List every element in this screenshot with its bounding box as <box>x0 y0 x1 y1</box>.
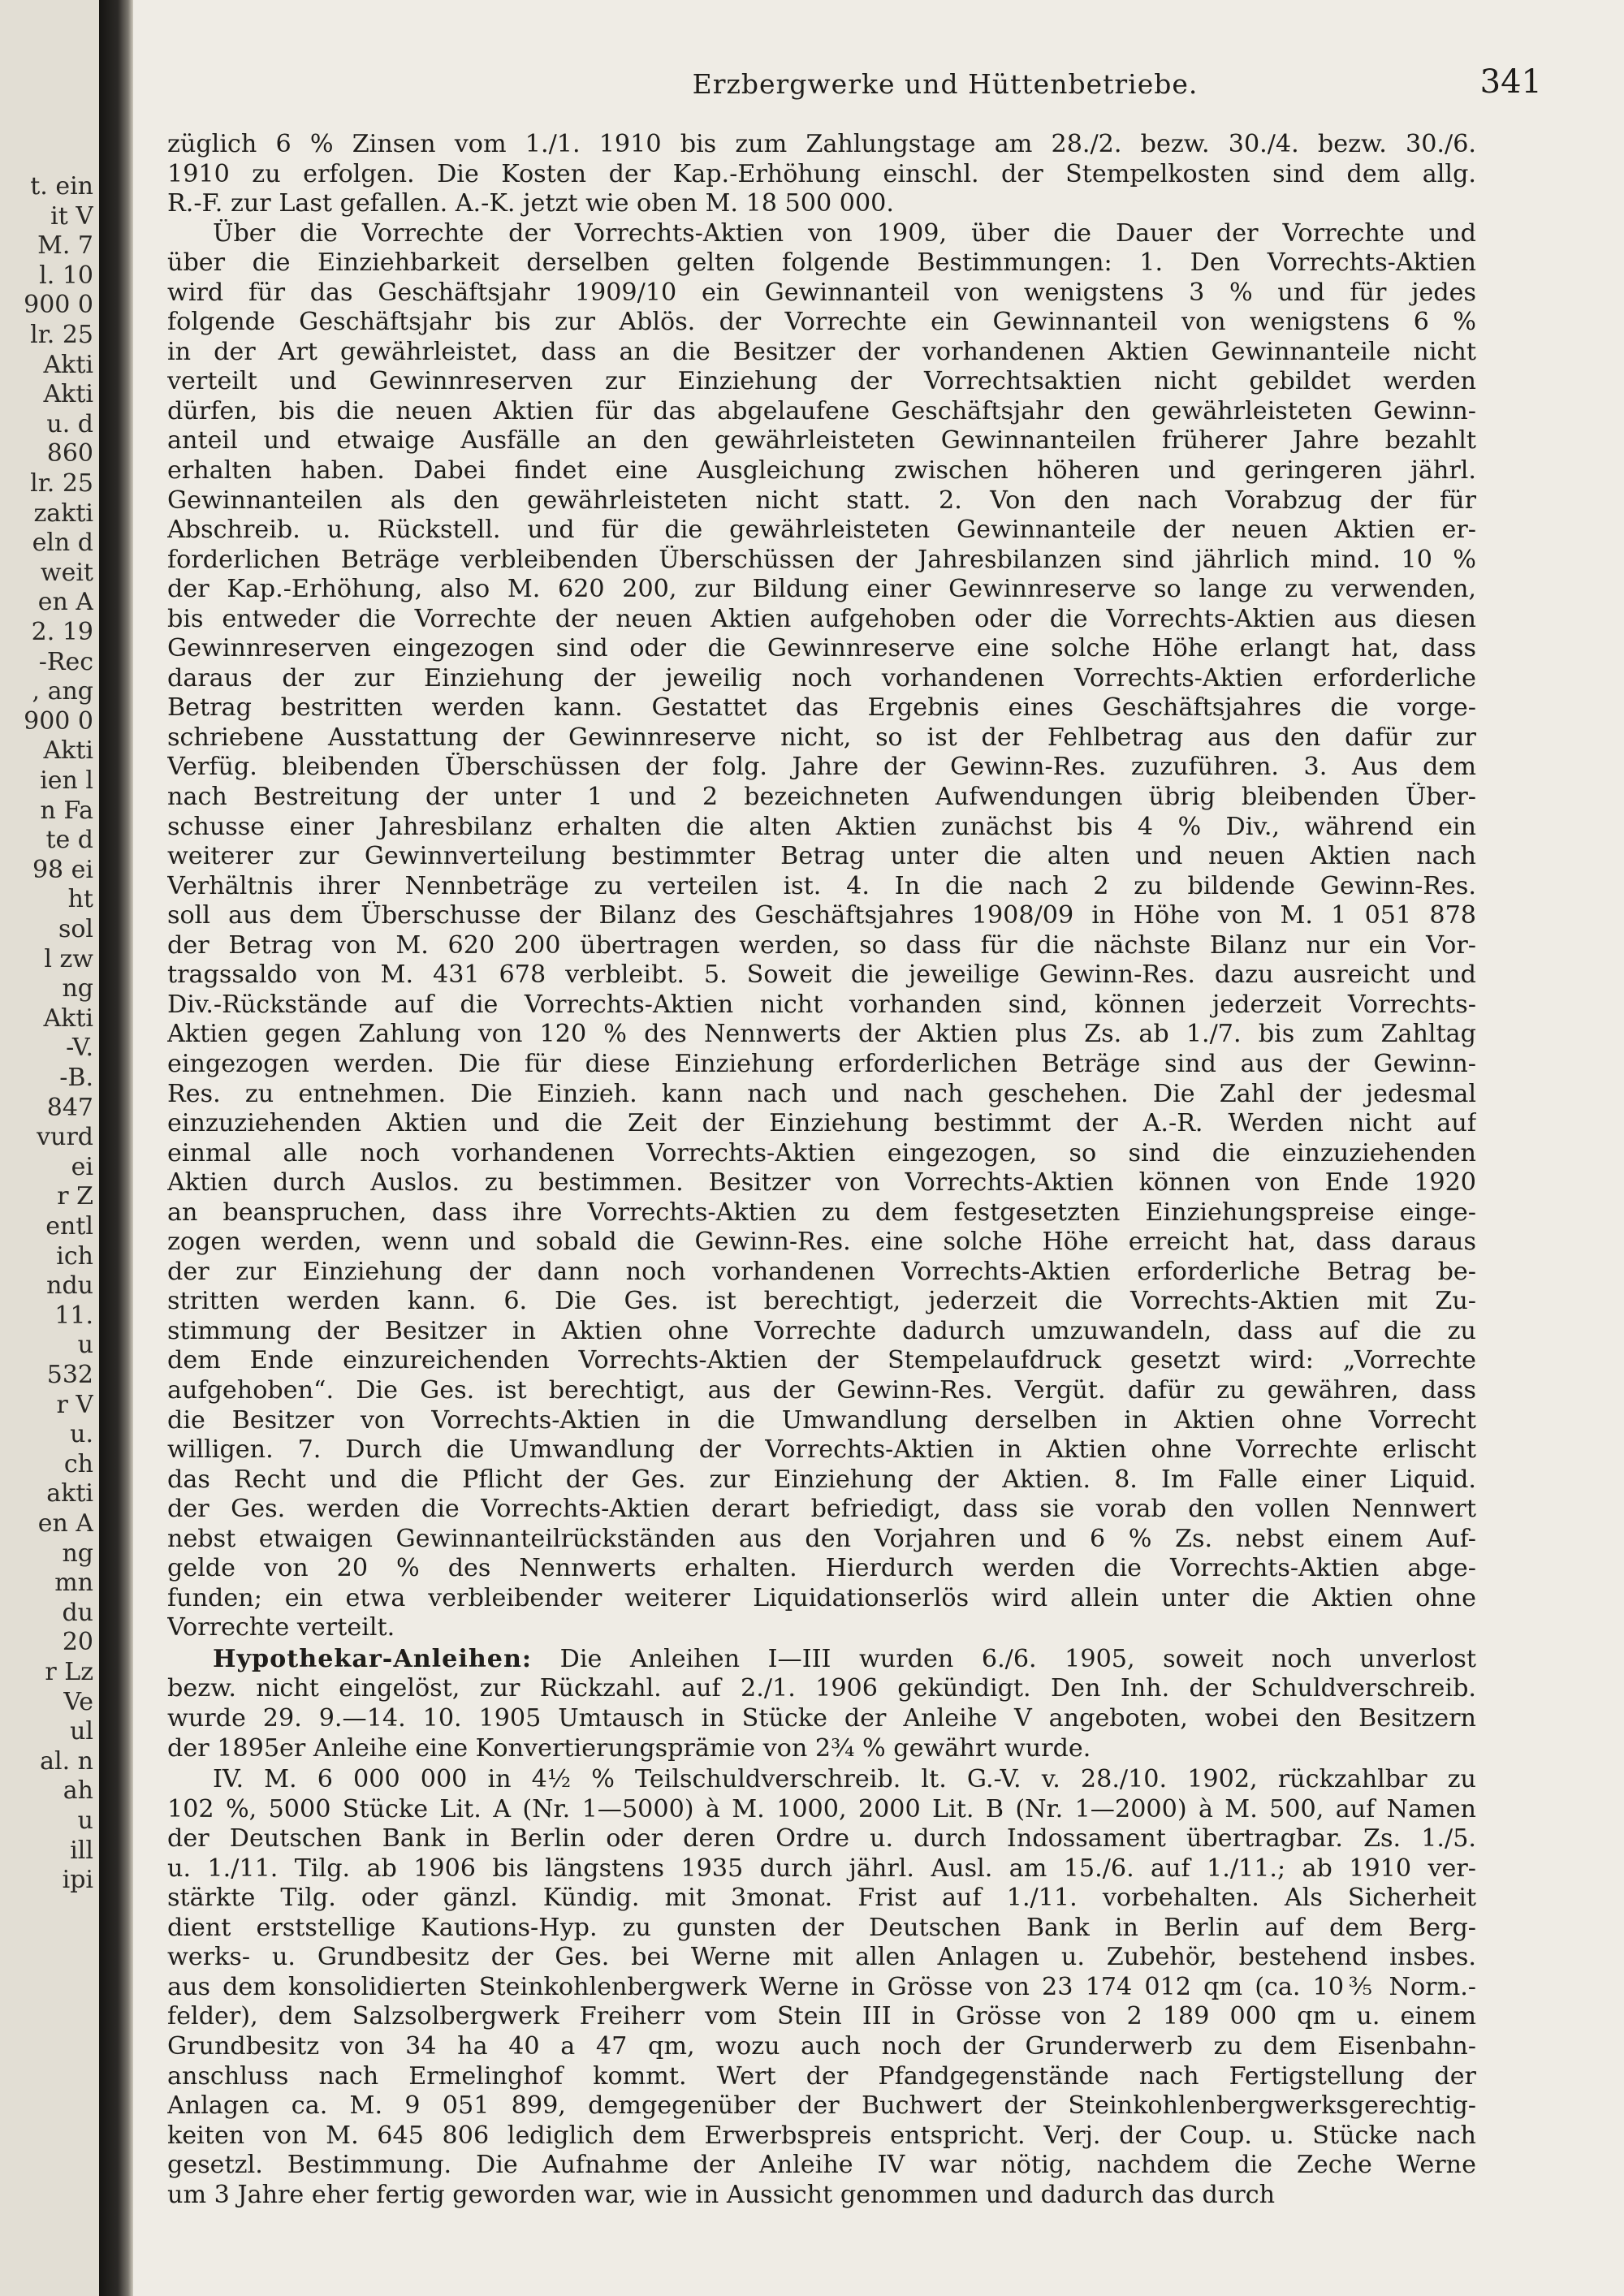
text-line: nebst etwaigen Gewinnanteilrückständen aus den Vorjahren und 6 % Zs. nebst einem Auf- <box>167 1524 1476 1553</box>
text-line: verteilt und Gewinnreserven zur Einziehung der Vorrechtsaktien nicht gebildet werden <box>167 367 1476 396</box>
text-line: stärkte Tilg. oder gänzl. Kündig. mit 3monat. Frist auf 1./11. vorbehalten. Als Sicherheit <box>167 1884 1476 1913</box>
paragraph-preferred-shares <box>167 219 1476 1643</box>
text-line: Aktien gegen Zahlung von 120 % des Nennwerts der Aktien plus Zs. ab 1./7. bis zum Zahltag <box>167 1020 1476 1049</box>
facing-page-fragment: en A <box>37 1509 93 1538</box>
text-line: aus dem konsolidierten Steinkohlenbergwerk Werne in Grösse von 23 174 012 qm (ca. 10⅗ Norm.- <box>167 1972 1476 2001</box>
text-line: der zur Einziehung der dann noch vorhandenen Vorrechts-Aktien erforderliche Betrag be- <box>167 1257 1476 1286</box>
facing-page-fragment: r Z <box>57 1182 93 1211</box>
facing-page-fragment: -Rec <box>38 647 93 676</box>
text-line: schusse einer Jahresbilanz erhalten die alten Aktien zunächst bis 4 % Div., während ein <box>167 812 1476 841</box>
facing-page-fragment: ng <box>62 974 93 1003</box>
text-line: weiterer zur Gewinnverteilung bestimmter Betrag unter die alten und neuen Aktien nach <box>167 842 1476 871</box>
text-line: bis entweder die Vorrechte der neuen Aktien aufgehoben oder die Vorrechts-Aktien aus diesen <box>167 604 1476 633</box>
text-line: gesetzl. Bestimmung. Die Aufnahme der Anleihe IV war nötig, nachdem die Zeche Werne <box>167 2151 1476 2180</box>
left-page-margin <box>0 0 99 2296</box>
text-line: der Betrag von M. 620 200 übertragen werden, so dass für die nächste Bilanz nur ein Vor- <box>167 930 1476 960</box>
text-line: daraus der zur Einziehung der jeweilig noch vorhandenen Vorrechts-Aktien erforderliche <box>167 663 1476 693</box>
facing-page-fragment: te d <box>45 826 93 855</box>
facing-page-fragment: 860 <box>46 439 93 468</box>
facing-page-fragment: 11. <box>54 1301 93 1330</box>
facing-page-fragment: weit <box>40 558 93 587</box>
facing-page-fragment: r Lz <box>45 1658 93 1686</box>
facing-page-fragment: u <box>77 1806 93 1835</box>
text-line: Div.-Rückstände auf die Vorrechts-Aktien nicht vorhanden sind, können jederzeit Vorrechts- <box>167 990 1476 1019</box>
text-line: einzuziehenden Aktien und die Zeit der Einziehung bestimmt der A.-R. Werden nicht auf <box>167 1109 1476 1138</box>
book-gutter <box>99 0 133 2296</box>
text-line: u. 1./11. Tilg. ab 1906 bis längstens 1935 durch jährl. Ausl. am 15./6. auf 1./11.; ab 1910 ver- <box>167 1854 1476 1883</box>
text-line: die Besitzer von Vorrechts-Aktien in die Umwandlung derselben in Aktien ohne Vorrecht <box>167 1405 1476 1435</box>
page-number: 341 <box>1479 63 1542 101</box>
text-line: das Recht und die Pflicht der Ges. zur Einziehung der Aktien. 8. Im Falle einer Liquid. <box>167 1465 1476 1494</box>
facing-page-fragment: , ang <box>32 677 93 706</box>
text-line: dient erststellige Kautions-Hyp. zu gunsten der Deutschen Bank in Berlin auf dem Berg- <box>167 1913 1476 1942</box>
facing-page-fragment: 532 <box>46 1361 93 1389</box>
facing-page-fragment: Akti <box>43 736 93 766</box>
text-line: der Deutschen Bank in Berlin oder deren Ordre u. durch Indossament übertragbar. Zs. 1./5. <box>167 1824 1476 1854</box>
text-line: an beanspruchen, dass ihre Vorrechts-Aktien zu dem festgesetzten Einziehungspreise einge- <box>167 1198 1476 1227</box>
facing-page-fragment: l zw <box>44 944 93 973</box>
facing-page-fragment: ch <box>63 1449 93 1478</box>
text-line: aufgehoben“. Die Ges. ist berechtigt, aus der Gewinn-Res. Vergüt. dafür zu gewähren, dass <box>167 1375 1476 1405</box>
text-line: einmal alle noch vorhandenen Vorrechts-Aktien eingezogen, so sind die einzuziehenden <box>167 1138 1476 1167</box>
text-line: 1910 zu erfolgen. Die Kosten der Kap.-Erhöhung einschl. der Stempelkosten sind dem allg. <box>167 159 1476 188</box>
facing-page-fragment: ei <box>71 1152 93 1181</box>
facing-page-fragment: eln d <box>32 529 93 558</box>
facing-page-fragment: akti <box>46 1479 93 1508</box>
text-line: IV. M. 6 000 000 in 4½ % Teilschuldverschreib. lt. G.-V. v. 28./10. 1902, rückzahlbar zu <box>213 1765 1476 1794</box>
text-line-rest: Die Anleihen I—III wurden 6./6. 1905, soweit noch unverlost <box>559 1644 1476 1673</box>
facing-page-fragment: 900 0 <box>24 706 93 736</box>
facing-page-fragment: Ve <box>63 1687 93 1716</box>
text-line <box>167 1645 1476 1675</box>
facing-page-fragment: lr. 25 <box>30 469 93 498</box>
facing-page-fragment: 20 <box>62 1628 93 1657</box>
facing-page-fragment: mn <box>54 1569 93 1598</box>
facing-page-fragment: en A <box>37 588 93 617</box>
text-line: der Ges. werden die Vorrechts-Aktien derart befriedigt, dass sie vorab den vollen Nennwert <box>167 1495 1476 1524</box>
text-line: Gewinnreserven eingezogen sind oder die Gewinnreserve eine solche Höhe erlangt hat, dass <box>167 634 1476 663</box>
facing-page-fragment: n Fa <box>40 796 93 825</box>
facing-page-fragment: ipi <box>62 1866 93 1895</box>
facing-page-fragment: -V. <box>66 1034 93 1063</box>
text-line: Abschreib. u. Rückstell. und für die gewährleisteten Gewinnanteile der neuen Aktien er- <box>167 516 1476 545</box>
text-line: dürfen, bis die neuen Aktien für das abgelaufene Geschäftsjahr den gewährleisteten Gewinn- <box>167 396 1476 425</box>
text-line: R.-F. zur Last gefallen. A.-K. jetzt wie oben M. 18 500 000. <box>167 189 894 218</box>
text-line: zogen werden, wenn und sobald die Gewinn-Res. eine solche Höhe erreicht hat, dass daraus <box>167 1228 1476 1257</box>
text-line: Betrag bestritten werden kann. Gestattet das Ergebnis eines Geschäftsjahres die vorge- <box>167 693 1476 723</box>
text-line: gelde von 20 % des Nennwerts erhalten. Hierdurch werden die Vorrechts-Aktien abge- <box>167 1554 1476 1583</box>
text-line: in der Art gewährleistet, dass an die Besitzer der vorhandenen Aktien Gewinnanteile nicht <box>167 337 1476 366</box>
text-line: dem Ende einzureichenden Vorrechts-Aktien der Stempelaufdruck gesetzt wird: „Vorrechte <box>167 1346 1476 1375</box>
running-head <box>539 63 1587 106</box>
facing-page-fragment: -B. <box>59 1064 93 1092</box>
facing-page-fragment: 2. 19 <box>31 618 93 646</box>
facing-page-fragment: r V <box>56 1390 93 1419</box>
facing-page-fragment: ich <box>56 1241 93 1271</box>
text-line: Aktien durch Auslos. zu bestimmen. Besitzer von Vorrechts-Aktien können von Ende 1920 <box>167 1168 1476 1198</box>
facing-page-fragment: ien l <box>40 766 93 795</box>
text-line: schriebene Ausstattung der Gewinnreserve nicht, so ist der Fehlbetrag aus den dafür zur <box>167 723 1476 752</box>
section-heading: Hypothekar-Anleihen: <box>213 1644 533 1673</box>
page <box>133 0 1624 2296</box>
text-line: keiten von M. 645 806 lediglich dem Erwerbspreis entspricht. Verj. der Coup. u. Stücke nach <box>167 2121 1476 2150</box>
body-text <box>167 130 1476 2210</box>
facing-page-fragment: 900 0 <box>24 291 93 320</box>
facing-page-fragment: lr. 25 <box>30 321 93 349</box>
facing-page-fragment: ah <box>63 1776 93 1806</box>
facing-page-fragment: al. n <box>40 1746 93 1776</box>
text-line: stritten werden kann. 6. Die Ges. ist berechtigt, jederzeit die Vorrechts-Aktien mit Zu- <box>167 1287 1476 1316</box>
facing-page-fragment: u. d <box>46 409 93 438</box>
text-line: Res. zu entnehmen. Die Einzieh. kann nach und nach geschehen. Die Zahl der jedesmal <box>167 1079 1476 1108</box>
facing-page-fragment: entl <box>45 1212 93 1241</box>
paragraph-mortgage-loans <box>167 1645 1476 1763</box>
facing-page-fragment: u <box>77 1331 93 1360</box>
facing-page-fragment: l. 10 <box>39 261 93 290</box>
paragraph-capital-increase <box>167 130 1476 219</box>
text-line: anteil und etwaige Ausfälle an den gewährleisteten Gewinnanteilen früherer Jahre bezahlt <box>167 426 1476 455</box>
running-title: Erzbergwerke und Hüttenbetriebe. <box>692 68 1199 100</box>
text-line: funden; ein etwa verbleibender weiterer Liquidationserlös wird allein unter die Aktien ohne <box>167 1583 1476 1612</box>
text-line: 102 %, 5000 Stücke Lit. A (Nr. 1—5000) à M. 1000, 2000 Lit. B (Nr. 1—2000) à M. 500, auf Namen <box>167 1794 1476 1823</box>
text-line: um 3 Jahre eher fertig geworden war, wie in Aussicht genommen und dadurch das durch <box>167 2180 1276 2209</box>
facing-page-fragment: vurd <box>37 1123 93 1152</box>
facing-page-fragment: Akti <box>43 380 93 409</box>
text-line: stimmung der Besitzer in Aktien ohne Vorrechte dadurch umzuwandeln, dass auf die zu <box>167 1316 1476 1345</box>
text-line: züglich 6 % Zinsen vom 1./1. 1910 bis zum Zahlungstage am 28./2. bezw. 30./4. bezw. 30./6. <box>167 130 1476 158</box>
text-line: Verhältnis ihrer Nennbeträge zu verteilen ist. 4. In die nach 2 zu bildende Gewinn-Res. <box>167 871 1476 900</box>
text-line: forderlichen Beträge verbleibenden Überschüssen der Jahresbilanzen sind jährlich mind. 10 % <box>167 545 1476 574</box>
text-line: Gewinnanteilen als den gewährleisteten nicht statt. 2. Von den nach Vorabzug der für <box>167 486 1476 515</box>
text-line: werks- u. Grundbesitz der Ges. bei Werne mit allen Anlagen u. Zubehör, bestehend insbes. <box>167 1943 1476 1972</box>
text-line: willigen. 7. Durch die Umwandlung der Vorrechts-Aktien in Aktien ohne Vorrechte erlischt <box>167 1435 1476 1465</box>
facing-page-fragment: it V <box>50 201 93 231</box>
text-line: Verfüg. bleibenden Überschüssen der folg. Jahre der Gewinn-Res. zuzuführen. 3. Aus dem <box>167 753 1476 782</box>
text-line: nach Bestreitung der unter 1 und 2 bezeichneten Aufwendungen übrig bleibenden Über- <box>167 783 1476 812</box>
text-line: bezw. nicht eingelöst, zur Rückzahl. auf 2./1. 1906 gekündigt. Den Inh. der Schuldverschreib. <box>167 1674 1476 1703</box>
facing-page-fragment: ill <box>70 1836 93 1865</box>
facing-page-fragment: sol <box>58 915 93 943</box>
text-line: felder), dem Salzsolbergwerk Freiherr vom Stein III in Grösse von 2 189 000 qm u. einem <box>167 2002 1476 2031</box>
facing-page-fragment: ng <box>62 1539 93 1568</box>
facing-page-fragment: t. ein <box>30 172 93 201</box>
facing-page-fragment: Akti <box>43 1003 93 1033</box>
facing-page-fragment: u. <box>70 1420 93 1449</box>
text-line: tragssaldo von M. 431 678 verbleibt. 5. Soweit die jeweilige Gewinn-Res. dazu ausreicht und <box>167 960 1476 990</box>
text-line: wurde 29. 9.—14. 10. 1905 Umtausch in Stücke der Anleihe V angeboten, wobei den Besitzern <box>167 1703 1476 1733</box>
text-line: Anlagen ca. M. 9 051 899, demgegenüber der Buchwert der Steinkohlenbergwerksgerechtig- <box>167 2091 1476 2121</box>
facing-page-fragment: ndu <box>46 1271 93 1301</box>
text-line: anschluss nach Ermelinghof kommt. Wert der Pfandgegenstände nach Fertigstellung der <box>167 2061 1476 2091</box>
facing-page-fragment: du <box>62 1598 93 1627</box>
text-line: der 1895er Anleihe eine Konvertierungsprämie von 2¾ % gewährt wurde. <box>167 1733 1091 1763</box>
text-line: der Kap.-Erhöhung, also M. 620 200, zur Bildung einer Gewinnreserve so lange zu verwenden, <box>167 575 1476 604</box>
facing-page-fragment: Akti <box>43 350 93 379</box>
paragraph-loan-iv <box>167 1765 1476 2210</box>
facing-page-fragment: 98 ei <box>32 855 93 884</box>
text-line: Über die Vorrechte der Vorrechts-Aktien von 1909, über die Dauer der Vorrechte und <box>213 218 1476 248</box>
text-line: Vorrechte verteilt. <box>167 1613 395 1642</box>
text-line: Grundbesitz von 34 ha 40 a 47 qm, wozu auch noch der Grunderwerb zu dem Eisenbahn- <box>167 2032 1476 2061</box>
facing-page-fragment: M. 7 <box>37 231 93 261</box>
facing-page-fragment: zakti <box>33 498 93 528</box>
text-line: wird für das Geschäftsjahr 1909/10 ein Gewinnanteil von wenigstens 3 % und für jedes <box>167 278 1476 307</box>
facing-page-fragment: 847 <box>46 1093 93 1122</box>
text-line: soll aus dem Überschusse der Bilanz des Geschäftsjahres 1908/09 in Höhe von M. 1 051 878 <box>167 901 1476 930</box>
text-line: eingezogen werden. Die für diese Einziehung erforderlichen Beträge sind aus der Gewinn- <box>167 1049 1476 1078</box>
text-line: über die Einziehbarkeit derselben gelten folgende Bestimmungen: 1. Den Vorrechts-Aktien <box>167 248 1476 278</box>
text-line: folgende Geschäftsjahr bis zur Ablös. der Vorrechte ein Gewinnanteil von wenigstens 6 % <box>167 308 1476 337</box>
facing-page-fragment: ul <box>70 1717 93 1746</box>
facing-page-fragment: ht <box>67 885 93 914</box>
text-line: erhalten haben. Dabei findet eine Ausgleichung zwischen höheren und geringeren jährl. <box>167 456 1476 486</box>
